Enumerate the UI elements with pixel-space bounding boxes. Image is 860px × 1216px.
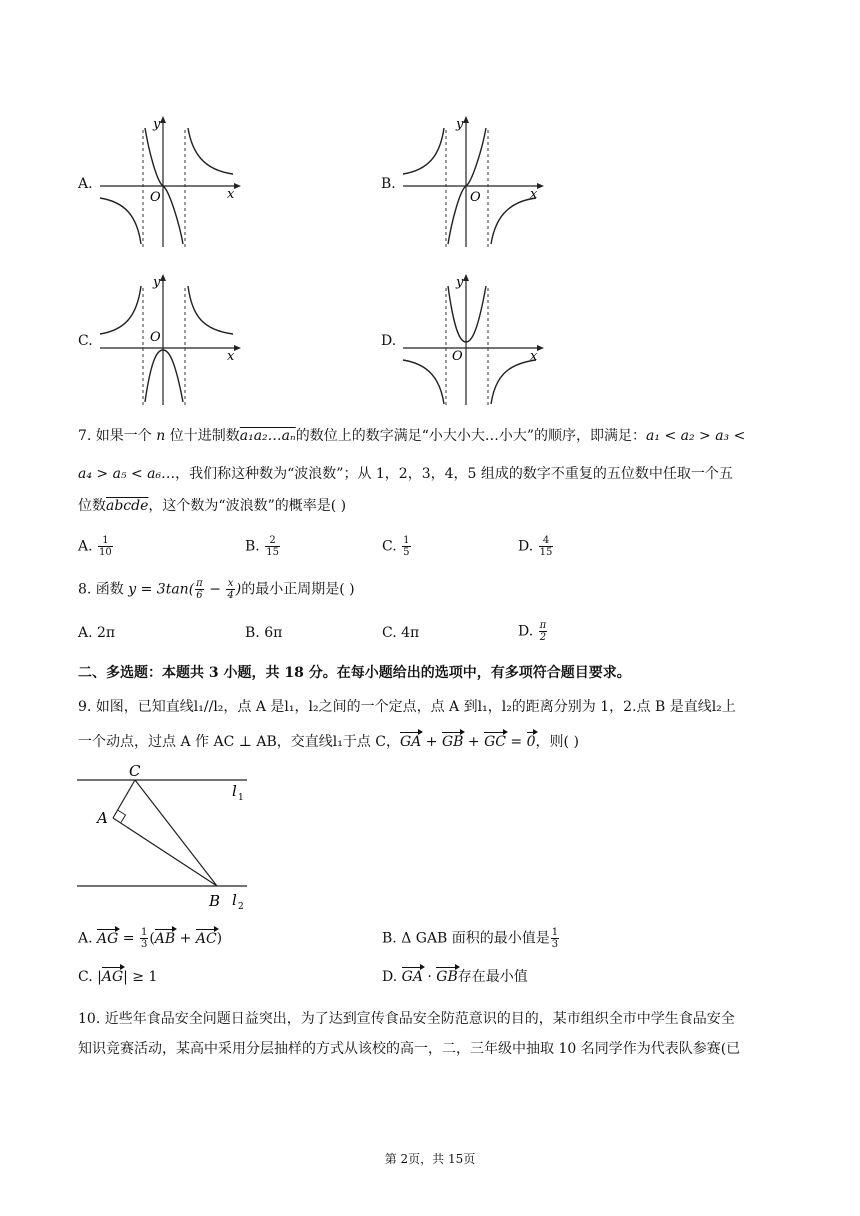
q8-option-d[interactable]: D. $\frac{\pi}{2}$ bbox=[518, 620, 547, 643]
q7-option-b[interactable]: B. $\frac{2}{15}$ bbox=[245, 535, 279, 558]
label-a: A bbox=[97, 809, 108, 827]
q7-abcde: abcde bbox=[106, 498, 149, 514]
x-axis-label: x bbox=[530, 349, 538, 364]
label-b: B bbox=[209, 892, 221, 910]
q9-line1: 9. 如图，已知直线l₁//l₂，点 A 是l₁，l₂之间的一个定点，点 A 到l₁，l₂的距离分别为 1，2.点 B 是直线l₂上 bbox=[78, 699, 736, 715]
label-l2: l bbox=[232, 891, 237, 909]
page-footer: 第 2页，共 15页 bbox=[384, 1152, 476, 1166]
q7-ineq1: a₁ < a₂ > a₃ < bbox=[646, 428, 746, 444]
q7-line3 bbox=[78, 496, 346, 516]
x-axis-label: x bbox=[227, 187, 235, 202]
origin-label: O bbox=[470, 190, 481, 205]
origin-label: O bbox=[150, 190, 161, 205]
q7-number: a₁a₂…aₙ bbox=[239, 428, 296, 444]
graph-option-b-label: B. bbox=[381, 176, 396, 192]
q9-line2: 一个动点，过点 A 作 AC ⊥ AB，交直线l₁于点 C，GA + GB + GC = 0，则( ) bbox=[78, 734, 579, 750]
q7-n: n bbox=[156, 428, 166, 444]
q8-stem: 8. 函数 y = 3tan( $\frac{\pi}{6}$ − $\frac{x}{4}$ )的最小正周期是( ) bbox=[78, 578, 355, 601]
q10-line2: 知识竞赛活动，某高中采用分层抽样的方式从该校的高一，二，三年级中抽取 10 名同学作为代表队参赛(已 bbox=[78, 1041, 741, 1057]
x-axis-label: x bbox=[227, 349, 235, 364]
origin-label: O bbox=[150, 330, 161, 345]
q7-line1-prefix: 7. 如果一个 bbox=[78, 428, 157, 444]
q9-option-c[interactable]: C. |AG| ≥ 1 bbox=[78, 969, 158, 985]
q7-option-a[interactable]: A. $\frac{1}{10}$ bbox=[78, 535, 112, 558]
graph-d bbox=[398, 270, 548, 410]
label-c: C bbox=[129, 762, 141, 780]
label-l1: l bbox=[232, 782, 237, 800]
q7-line3-prefix: 位数 bbox=[78, 498, 106, 514]
origin-label: O bbox=[452, 349, 463, 364]
q9-figure bbox=[75, 762, 255, 912]
q7-line1-suffix: 的数位上的数字满足“小大小大…小大”的顺序，即满足： bbox=[295, 428, 647, 444]
graph-option-c-label: C. bbox=[78, 333, 93, 349]
q7-ineq2: a₄ > a₅ < a₆… bbox=[78, 466, 176, 482]
graph-a bbox=[95, 112, 245, 252]
graph-b bbox=[398, 112, 548, 252]
q9-option-b[interactable]: B. Δ GAB 面积的最小值是 $\frac{1}{3}$ bbox=[382, 927, 559, 950]
graph-option-a-label: A. bbox=[78, 176, 93, 192]
y-axis-label: y bbox=[456, 117, 464, 132]
q8-option-b[interactable]: B. 6π bbox=[245, 625, 283, 641]
graph-option-d-label: D. bbox=[381, 333, 397, 349]
q7-line2-suffix: ，我们称这种数为“波浪数”；从 1，2，3，4，5 组成的数字不重复的五位数中任取一个五 bbox=[175, 466, 733, 482]
q8-option-a[interactable]: A. 2π bbox=[78, 625, 116, 641]
q7-line1-mid: 位十进制数 bbox=[165, 428, 240, 444]
q7-line1 bbox=[78, 426, 745, 446]
q7-line2 bbox=[78, 464, 733, 484]
y-axis-label: y bbox=[456, 275, 464, 290]
q10-line1: 10. 近些年食品安全问题日益突出，为了达到宣传食品安全防范意识的目的，某市组织全市中学生食品安全 bbox=[78, 1011, 735, 1027]
x-axis-label: x bbox=[530, 187, 538, 202]
y-axis-label: y bbox=[153, 117, 161, 132]
q9-option-a[interactable]: A. AG = $\frac{1}{3}$ (AB + AC) bbox=[78, 927, 223, 950]
q7-option-c[interactable]: C. $\frac{1}{5}$ bbox=[382, 535, 410, 558]
q7-option-d[interactable]: D. $\frac{4}{15}$ bbox=[518, 535, 553, 558]
label-l2-sub: 2 bbox=[238, 902, 244, 912]
y-axis-label: y bbox=[153, 275, 161, 290]
q7-line3-suffix: ，这个数为“波浪数”的概率是( ) bbox=[148, 498, 347, 514]
q9-option-d[interactable]: D. GA · GB存在最小值 bbox=[382, 969, 528, 985]
section-heading: 二、多选题：本题共 3 小题，共 18 分。在每小题给出的选项中，有多项符合题目要求。 bbox=[78, 665, 631, 681]
q8-option-c[interactable]: C. 4π bbox=[382, 625, 420, 641]
graph-c bbox=[95, 270, 245, 410]
label-l1-sub: 1 bbox=[238, 793, 244, 803]
